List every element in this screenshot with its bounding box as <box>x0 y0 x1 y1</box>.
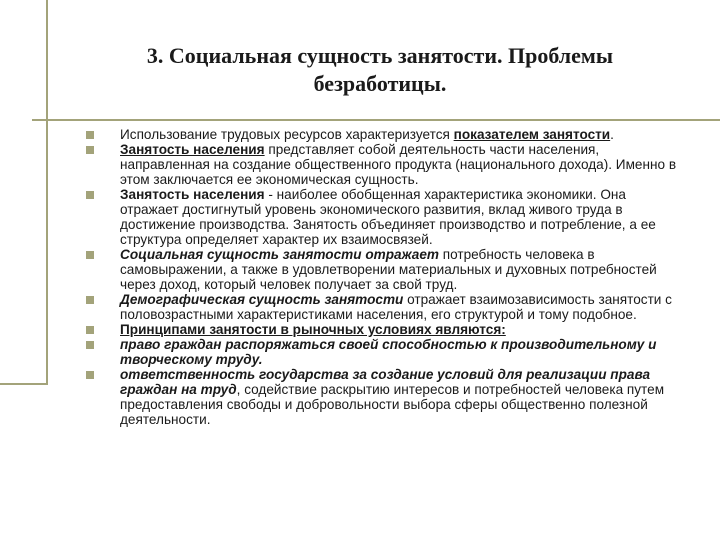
item-emphasis: ответственность государства за создание условий для реализации права граждан на труд <box>120 367 651 397</box>
item-emphasis: Принципами занятости в рыночных условиях являются: <box>120 322 506 337</box>
item-emphasis: Социальная сущность занятости отражает <box>120 247 439 262</box>
square-bullet-icon <box>86 296 94 304</box>
item-text: - наиболее обобщенная характеристика экономики. Она отражает достигнутый уровень экономического развития, вклад живого труда в достижение производства. Занятость объединяет производство и потребление, а ее структура определяет характер их взаимосвязей. <box>120 187 656 247</box>
square-bullet-icon <box>86 251 94 259</box>
list-item <box>86 292 686 322</box>
item-text: , содействие раскрытию интересов и потребностей человека путем предоставления свободы и добровольности выбора сферы общественно полезной деятельности. <box>120 382 665 427</box>
item-text: потребность человека в самовыражении, а также в удовлетворении материальных и духовных потребностей через доход, который человек получает за свой труд. <box>120 247 657 292</box>
list-item <box>86 142 686 187</box>
list-item <box>86 127 686 142</box>
item-emphasis: Занятость населения <box>120 187 265 202</box>
square-bullet-icon <box>86 131 94 139</box>
frame-left-line <box>46 0 48 385</box>
item-emphasis: показателем занятости <box>453 127 611 142</box>
list-item <box>86 247 686 292</box>
list-item <box>86 187 686 247</box>
square-bullet-icon <box>86 341 94 349</box>
list-item <box>86 337 686 367</box>
item-emphasis: право граждан распоряжаться своей способностью к производительному и творческому труду. <box>120 337 657 367</box>
item-text: отражает взаимозависимость занятости с половозрастными характеристиками населения, его структурой и тому подобное. <box>120 292 672 322</box>
list-item <box>86 367 686 427</box>
title-line-2: безработицы. <box>313 71 447 96</box>
title-line-1: 3. Социальная сущность занятости. Проблемы <box>146 43 614 68</box>
square-bullet-icon <box>86 371 94 379</box>
item-text: . <box>610 127 614 142</box>
item-text: Использование трудовых ресурсов характеризуется <box>120 127 454 142</box>
square-bullet-icon <box>86 146 94 154</box>
list-item <box>86 322 686 337</box>
square-bullet-icon <box>86 191 94 199</box>
item-emphasis: Занятость населения <box>120 142 265 157</box>
bullet-list <box>86 127 686 427</box>
frame-bottom-line <box>0 383 48 385</box>
square-bullet-icon <box>86 326 94 334</box>
item-emphasis: Демографическая сущность занятости <box>120 292 404 307</box>
item-text: представляет собой деятельность части населения, направленная на создание общественного продукта (национального дохода). Именно в этом заключается ее экономическая сущность. <box>120 142 677 187</box>
slide-title <box>60 42 700 98</box>
title-divider <box>32 119 720 121</box>
